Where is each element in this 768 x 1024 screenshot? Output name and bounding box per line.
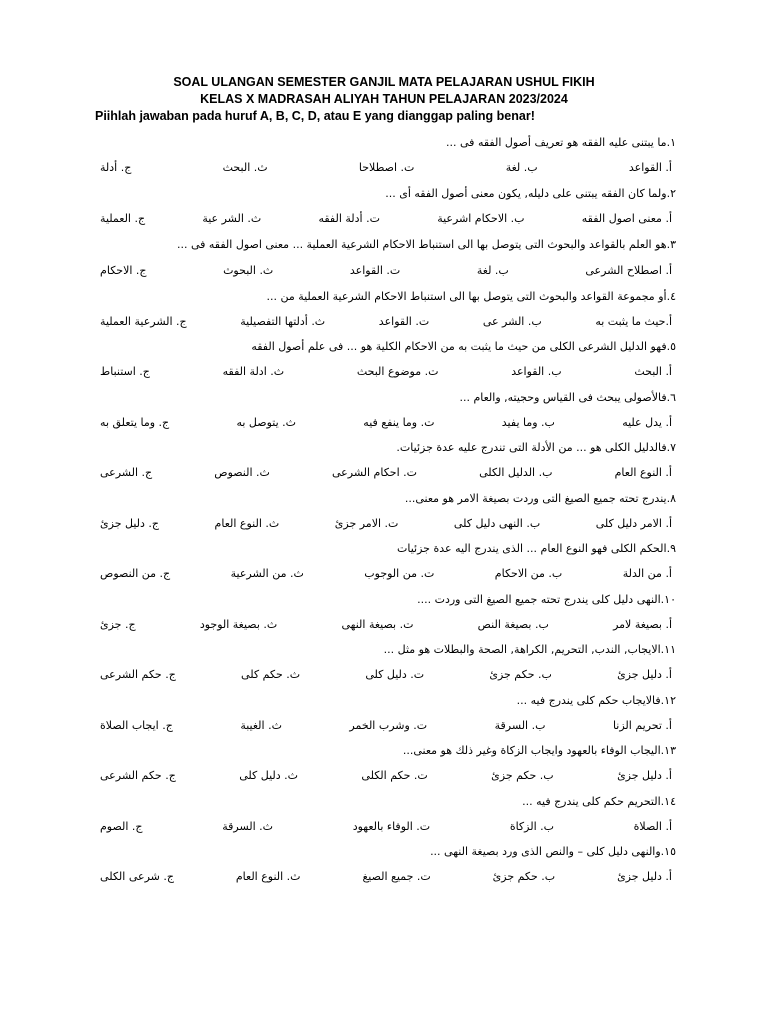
question-item xyxy=(0,638,768,689)
answer-option: ث. الشر عية xyxy=(202,211,262,225)
answer-option: أ.حيث ما يثبت به xyxy=(595,314,672,328)
exam-subtitle: KELAS X MADRASAH ALIYAH TAHUN PELAJARAN 2023/2024 xyxy=(200,92,568,106)
question-item xyxy=(0,436,768,487)
answer-option: ت. اصطلاحا xyxy=(358,161,415,174)
answer-option: ب. حكم جزئ xyxy=(492,870,556,883)
answer-option: ت. احكام الشرعى xyxy=(332,466,417,479)
answer-option: ت. القواعد xyxy=(349,264,401,277)
answer-option: ت. بصيغة النهى xyxy=(341,617,414,631)
answer-option: أ. يدل عليه xyxy=(622,415,672,429)
answer-option: أ. القواعد xyxy=(628,161,672,174)
answer-option: ب. الشر عى xyxy=(482,314,542,328)
question-text: ١٣.اليجاب الوفاء بالعهود وايجاب الزكاة وغير ذلك هو معنى... xyxy=(402,744,676,757)
question-item xyxy=(0,739,768,790)
answer-option: أ. تحريم الزنا xyxy=(612,718,672,732)
answer-option: ب. لغة xyxy=(476,264,509,277)
question-list xyxy=(0,131,768,891)
answer-options xyxy=(0,561,768,588)
answer-option: أ. دليل جزئ xyxy=(617,668,672,681)
answer-option: ث. النوع العام xyxy=(235,870,301,883)
question-item xyxy=(0,840,768,891)
answer-option: ث. أدلتها التفصيلية xyxy=(240,314,326,328)
question-item xyxy=(0,790,768,841)
answer-option: ت. وشرب الخمر xyxy=(349,718,428,732)
answer-option: ج. الاحكام xyxy=(100,264,147,277)
answer-option: ج. وما يتعلق به xyxy=(100,415,170,429)
answer-option: أ. الامر دليل كلى xyxy=(595,516,672,530)
answer-option: ث. السرقة xyxy=(222,819,274,833)
answer-option: ت. الامر جزئ xyxy=(334,516,399,530)
answer-options xyxy=(0,359,768,386)
question-text: ١.ما يبتنى عليه الفقه هو تعريف أصول الفقه فى ... xyxy=(446,136,676,149)
answer-option: أ. دليل جزئ xyxy=(617,870,672,883)
answer-option: ث. النصوص xyxy=(214,466,270,479)
answer-options xyxy=(0,612,768,639)
answer-option: ث. من الشرعية xyxy=(230,567,304,580)
answer-options xyxy=(0,662,768,689)
answer-option: ج. العملية xyxy=(100,211,146,225)
answer-option: ث. يتوصل به xyxy=(236,415,296,429)
answer-option: ت. جميع الصيغ xyxy=(362,870,431,883)
answer-option: ب. السرقة xyxy=(494,718,546,732)
answer-option: ج. حكم الشرعى xyxy=(100,668,176,681)
question-text: ٨.يندرج تحته جميع الصيغ التى وردت بصيغة الامر هو معنى... xyxy=(404,491,676,505)
answer-option: أ. اصطلاح الشرعى xyxy=(585,264,672,277)
answer-option: ج. دليل جزئ xyxy=(100,516,159,530)
answer-options xyxy=(0,410,768,437)
question-text: ٩.الحكم الكلى فهو النوع العام ... الذى يندرج اليه عدة جزئيات xyxy=(397,542,676,555)
answer-option: ت. حكم الكلى xyxy=(361,769,428,782)
answer-option: أ. دليل جزئ xyxy=(617,769,672,782)
answer-option: ث. بصيغة الوجود xyxy=(199,617,278,631)
question-text: ٢.ولما كان الفقه يبتنى على دليله, يكون معنى أصول الفقه أى ... xyxy=(385,186,676,200)
answer-option: ث. حكم كلى xyxy=(241,668,301,681)
question-item xyxy=(0,232,768,285)
answer-option: أ. معنى اصول الفقه xyxy=(581,211,672,225)
answer-option: ب. لغة xyxy=(505,161,538,174)
answer-options xyxy=(0,713,768,740)
question-text: ٥.فهو الدليل الشرعى الكلى من حيث ما يثبت به من الاحكام الكلية هو ... فى علم أصول الفقه xyxy=(251,340,676,353)
answer-option: ج. استنباط xyxy=(100,365,150,378)
answer-option: ت. دليل كلى xyxy=(365,668,425,681)
question-text: ٧.فالدليل الكلى هو ... من الأدلة التى تندرج عليه عدة جزئيات. xyxy=(396,441,676,454)
question-item xyxy=(0,182,768,233)
answer-option: ج. الشرعى xyxy=(100,466,153,479)
answer-option: ث. البحث xyxy=(222,161,268,174)
answer-option: ث. دليل كلى xyxy=(239,769,299,782)
answer-options xyxy=(0,460,768,487)
answer-option: ت. القواعد xyxy=(378,314,430,328)
answer-option: ب. القواعد xyxy=(511,365,562,378)
answer-option: ث. البحوث xyxy=(223,264,274,277)
question-item xyxy=(0,689,768,740)
answer-options xyxy=(0,763,768,790)
question-item xyxy=(0,537,768,588)
answer-option: ب. حكم جزئ xyxy=(491,769,554,782)
answer-option: ج. الشرعية العملية xyxy=(100,314,187,328)
answer-option: أ. الصلاة xyxy=(633,819,672,833)
question-item xyxy=(0,131,768,182)
answer-option: أ. بصيغة لامر xyxy=(613,617,672,631)
answer-options xyxy=(0,814,768,841)
answer-option: ج. شرعى الكلى xyxy=(100,870,174,883)
answer-option: ب. بصيغة النص xyxy=(477,617,549,631)
answer-option: أ. من الدلة xyxy=(622,567,672,580)
question-text: ١١.الايجاب, الندب, التحريم, الكراهة, الصحة والبطلات هو مثل ... xyxy=(383,643,676,656)
answer-option: ب. الزكاة xyxy=(509,819,554,833)
question-text: ١٥.والنهى دليل كلى – والنص الذى ورد بصيغة النهى ... xyxy=(430,845,676,858)
exam-header xyxy=(0,74,768,108)
answer-option: ت. أدلة الفقه xyxy=(318,211,380,225)
answer-option: ج. حكم الشرعى xyxy=(100,769,176,782)
question-text: ٦.فالأصولى يبحث فى القياس وحجيته, والعام ... xyxy=(459,390,676,404)
answer-option: ت. الوفاء بالعهود xyxy=(352,819,431,833)
answer-option: ث. ادلة الفقه xyxy=(222,365,285,378)
question-item xyxy=(0,487,768,538)
answer-option: ب. الاحكام اشرعية xyxy=(437,211,525,225)
question-item xyxy=(0,588,768,639)
answer-options xyxy=(0,864,768,891)
answer-option: ت. من الوجوب xyxy=(364,567,435,580)
answer-option: ج. من النصوص xyxy=(100,567,171,580)
answer-option: أ. النوع العام xyxy=(614,466,672,479)
answer-options xyxy=(0,309,768,336)
answer-option: ب. النهى دليل كلى xyxy=(453,516,541,530)
answer-options xyxy=(0,206,768,233)
answer-option: ت. وما ينفع فيه xyxy=(363,415,435,429)
answer-option: ث. الغيبة xyxy=(240,718,282,732)
question-text: ١٢.فالايجاب حكم كلى يندرج فيه ... xyxy=(516,693,676,707)
question-item xyxy=(0,285,768,336)
answer-option: ب. وما يفيد xyxy=(501,415,555,429)
answer-options xyxy=(0,511,768,538)
question-text: ١٠.النهى دليل كلى يندرج تحته جميع الصيغ التى وردت .... xyxy=(417,592,676,606)
answer-options xyxy=(0,258,768,285)
question-item xyxy=(0,386,768,437)
answer-option: ب. الدليل الكلى xyxy=(479,466,553,479)
answer-option: ث. النوع العام xyxy=(214,516,280,530)
instruction-text: Piihlah jawaban pada huruf A, B, C, D, atau E yang dianggap paling benar! xyxy=(95,109,535,123)
exam-title: SOAL ULANGAN SEMESTER GANJIL MATA PELAJARAN USHUL FIKIH xyxy=(173,75,595,89)
answer-options xyxy=(0,155,768,182)
question-item xyxy=(0,335,768,386)
answer-option: ت. موضوع البحث xyxy=(356,365,439,378)
question-text: ٣.هو العلم بالقواعد والبحوث التى يتوصل بها الى استنباط الاحكام الشرعية العملية ... معنى اصول الفقه فى ... xyxy=(176,238,676,251)
question-text: ٤.أو مجموعة القواعد والبحوث التى يتوصل بها الى استنباط الاحكام الشرعية العملية من ... xyxy=(266,289,676,303)
answer-option: ج. جزئ xyxy=(100,617,136,631)
answer-option: ب. من الاحكام xyxy=(494,567,563,580)
answer-option: ج. الصوم xyxy=(100,819,143,833)
answer-option: ج. أدلة xyxy=(100,161,132,174)
answer-option: ج. ايجاب الصلاة xyxy=(100,718,173,732)
question-text: ١٤.التحريم حكم كلى يندرج فيه ... xyxy=(522,794,676,808)
answer-option: ب. حكم جزئ xyxy=(489,668,552,681)
answer-option: أ. البحث xyxy=(634,365,672,378)
